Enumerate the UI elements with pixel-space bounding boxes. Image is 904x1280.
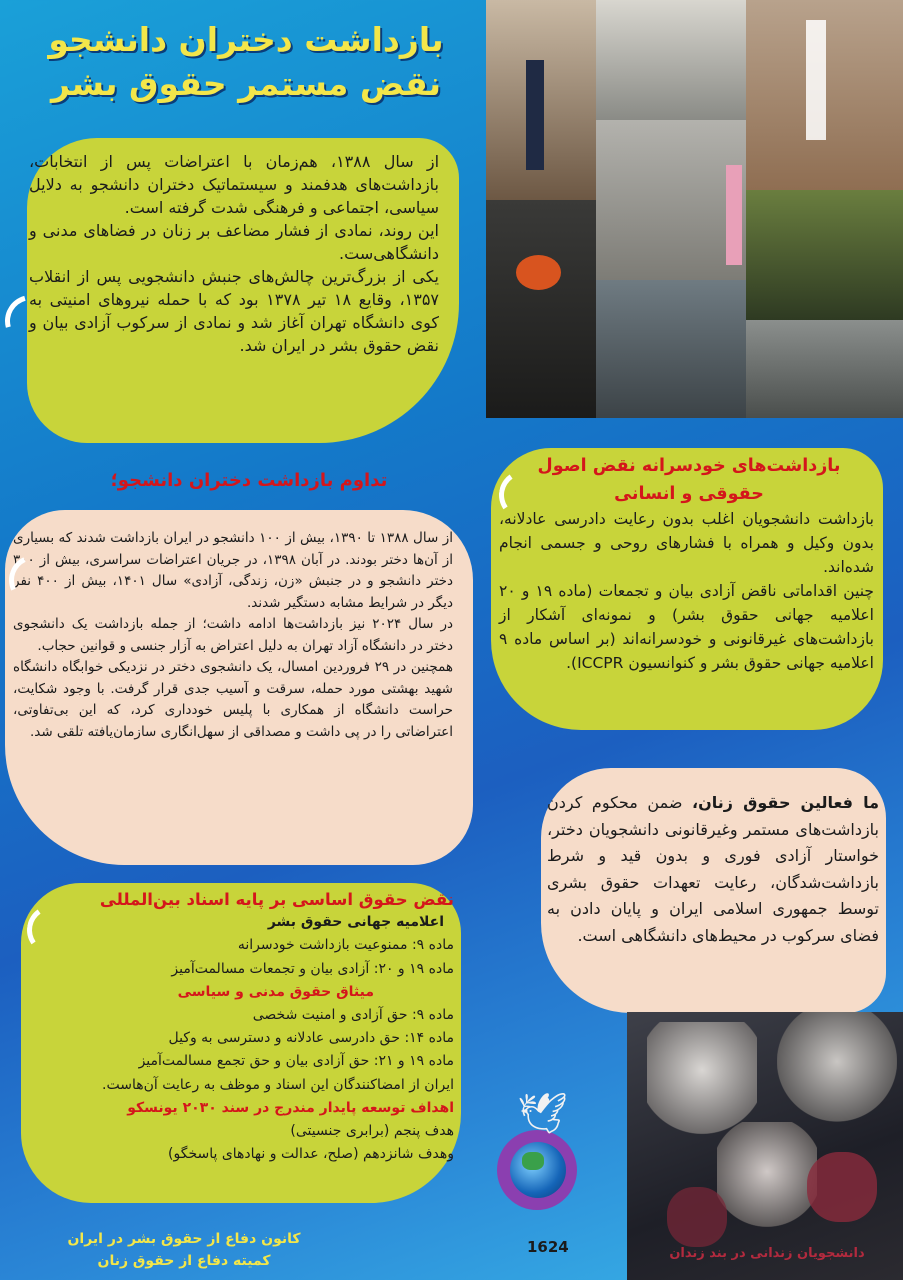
arbitrary-paragraph-1: بازداشت دانشجویان اغلب بدون رعایت دادرسی عادلانه، بدون وکیل و همراه با فشارهای روحی و جسمی انجام شده‌اند. (500, 510, 875, 576)
iccpr-title: میثاق حقوق مدنی و سیاسی (178, 983, 375, 1000)
poster-caption: دانشجویان زندانی در بند زندان (670, 1246, 866, 1261)
organization-logo (478, 1080, 608, 1230)
sdg-item: وهدف شانزدهم (صلح، عدالت و نهادهای پاسخگو) (169, 1146, 455, 1163)
continuation-paragraph-1: از سال ۱۳۸۸ تا ۱۳۹۰، بیش از ۱۰۰ دانشجو در ایران بازداشت شدند که بسیاری از آن‌ها دختر بودند. در آبان ۱۳۹۸، در جریان اعتراضات سراسری، بیش از ۳۰۰ دختر دانشجو و در جنبش «زن، زندگی، آزادی» سال ۱۴۰۱، بیش از ۴۰۰ نفر دیگر در شرایط مشابه دستگیر شدند. (14, 530, 454, 611)
continuation-text (14, 528, 454, 743)
intro-text (30, 150, 440, 357)
activists-rest: ضمن محکوم کردن بازداشت‌های مستمر وغیرقانونی دانشجویان دختر، خواستار آزادی فوری و بدون قید و شرط بازداشت‌شدگان، رعایت تعهدات حقوق بشری توسط جمهوری اسلامی ایران و پایان دادن به فضای سرکوب در محیط‌های دانشگاهی است. (548, 793, 880, 945)
arbitrary-paragraph-2: چنین اقداماتی ناقض آزادی بیان و تجمعات (ماده ۱۹ و ۲۰ اعلامیه جهانی حقوق بشر) و نمونه‌ای آشکار از بازداشت‌های غیرقانونی و خودسرانه‌اند (بر اساس ماده ۹ اعلامیه جهانی حقوق بشر و کنوانسیون ICCPR). (500, 582, 876, 672)
udhr-item: ماده ۱۹ و ۲۰: آزادی بیان و تجمعات مسالمت‌آمیز (172, 960, 455, 977)
footer-orgs (20, 1228, 350, 1272)
photo-collage-top (487, 0, 904, 418)
legal-section (30, 888, 455, 1166)
page-number: 1624 (528, 1238, 570, 1256)
footer-org-2: کمیته دفاع از حقوق زنان (98, 1253, 272, 1269)
continuation-paragraph-2: در سال ۲۰۲۴ نیز بازداشت‌ها ادامه داشت؛ از جمله بازداشت یک دانشجوی دختر در دانشگاه آزاد تهران به دلیل اعتراض به آزار جنسی و قوانین حجاب. (14, 616, 454, 654)
dove-icon: 🕊 (518, 1091, 569, 1137)
footer-org-1: کانون دفاع از حقوق بشر در ایران (68, 1231, 302, 1247)
iccpr-item: ماده ۹: حق آزادی و امنیت شخصی (253, 1007, 455, 1024)
title-line-2: نقض مستمر حقوق بشر (52, 64, 442, 103)
arbitrary-heading: بازداشت‌های خودسرانه نقض اصول حقوقی و انسانی (538, 456, 842, 504)
continuation-heading: تداوم بازداشت دختران دانشجو؛ (111, 470, 389, 491)
udhr-title: اعلامیه جهانی حقوق بشر (268, 914, 445, 931)
iccpr-item: ایران از امضاکنندگان این اسناد و موظف به رعایت آن‌هاست. (103, 1076, 455, 1093)
poster-photo (628, 1012, 904, 1280)
activists-text (548, 790, 880, 949)
iccpr-item: ماده ۱۴: حق دادرسی عادلانه و دسترسی به وکیل (169, 1030, 455, 1047)
udhr-item: ماده ۹: ممنوعیت بازداشت خودسرانه (238, 937, 455, 954)
sdg-item: هدف پنجم (برابری جنسیتی) (291, 1123, 455, 1140)
intro-paragraph-1: از سال ۱۳۸۸، هم‌زمان با اعتراضات پس از انتخابات، بازداشت‌های هدفمند و سیستماتیک دختران دانشجو به دلایل سیاسی، اجتماعی و فرهنگی شدت گرفته است. (30, 152, 441, 217)
sdg-title: اهداف توسعه پایدار مندرج در سند ۲۰۳۰ یونسکو (128, 1099, 455, 1116)
page-title (8, 18, 486, 106)
legal-heading: نقض حقوق اساسی بر پایه اسناد بین‌المللی (100, 890, 455, 909)
arbitrary-text (500, 507, 875, 675)
intro-paragraph-2: این روند، نمادی از فشار مضاعف بر زنان در فضاهای مدنی و دانشگاهی‌ست. (30, 221, 440, 263)
title-line-1: بازداشت دختران دانشجو (49, 20, 445, 59)
intro-paragraph-3: یکی از بزرگ‌ترین چالش‌های جنبش دانشجویی پس از انقلاب ۱۳۵۷، وقایع ۱۸ تیر ۱۳۷۸ بود که با حمله نیروهای امنیتی به کوی دانشگاه تهران آغاز شد و نمادی از سرکوب آزادی بیان و نقض حقوق بشر در ایران شد. (30, 267, 441, 355)
activists-bold: ما فعالین حقوق زنان، (693, 793, 881, 812)
continuation-paragraph-3: همچنین در ۲۹ فروردین امسال، یک دانشجوی دختر در نزدیکی خوابگاه دانشگاه شهید بهشتی مورد حمله، سرقت و آسیب جدی قرار گرفت. با وجود شکایت، حراست دانشگاه از همکاری با پلیس خودداری کرد، که این بی‌تفاوتی، اعتراضاتی را در پی داشت و مصداقی از سهل‌انگاری سازمان‌یافته تلقی شد. (14, 659, 454, 740)
iccpr-item: ماده ۱۹ و ۲۱: حق آزادی بیان و حق تجمع مسالمت‌آمیز (139, 1053, 455, 1070)
